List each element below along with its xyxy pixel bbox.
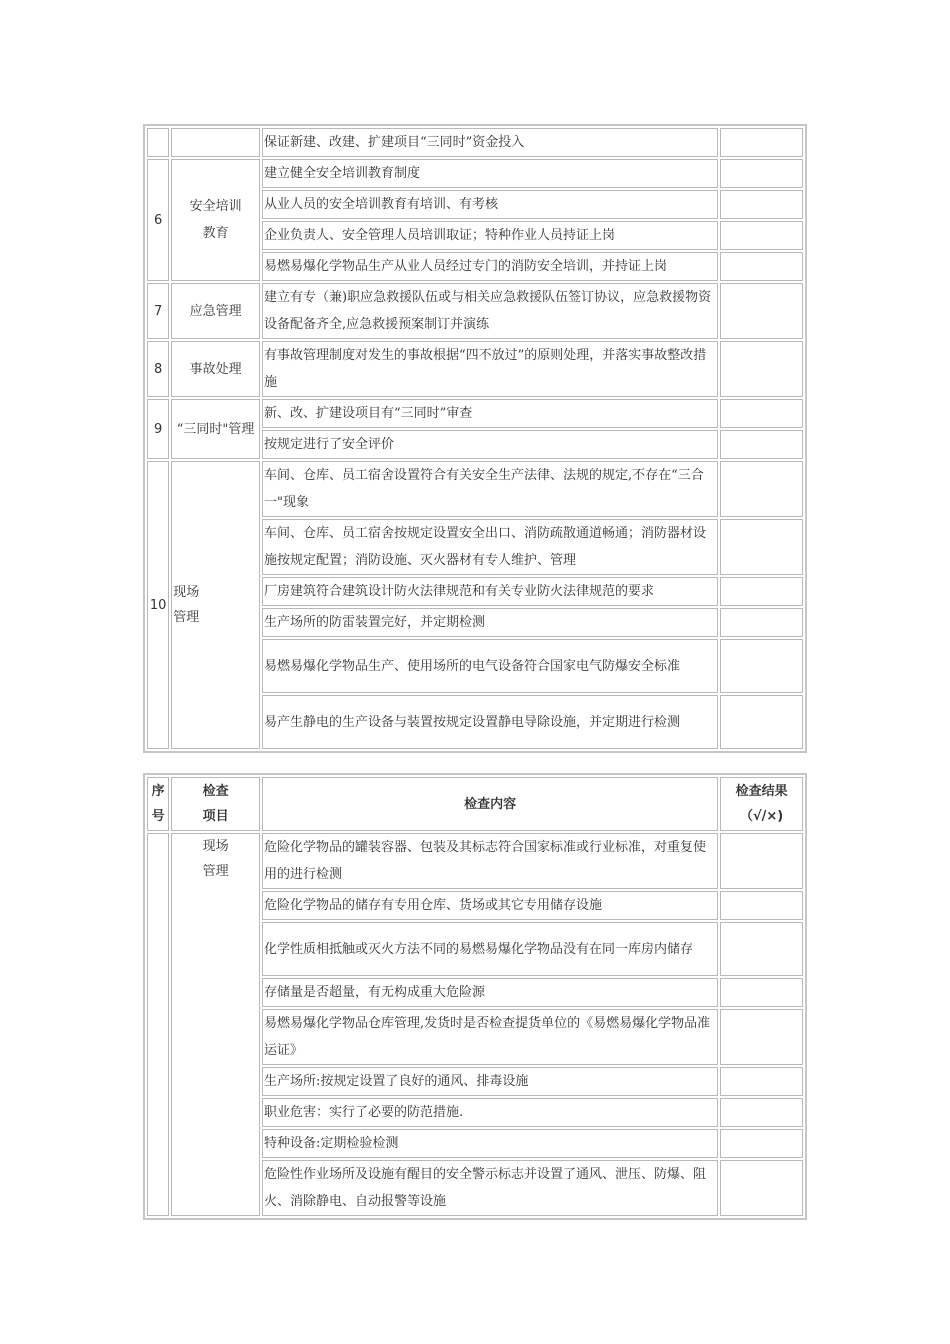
result-cell[interactable] bbox=[720, 221, 803, 250]
check-item-label: 现场管理 bbox=[173, 585, 200, 625]
result-cell[interactable] bbox=[720, 519, 803, 575]
check-item-label: 安全培训教育 bbox=[189, 199, 242, 241]
result-cell[interactable] bbox=[720, 978, 803, 1007]
check-content: 按规定进行了安全评价 bbox=[262, 430, 718, 459]
row-number: 10 bbox=[147, 461, 169, 749]
check-content: 危险化学物品的罐装容器、包装及其标志符合国家标准或行业标准，对重复使用的进行检测 bbox=[262, 833, 718, 889]
result-cell[interactable] bbox=[720, 190, 803, 219]
result-cell[interactable] bbox=[720, 1129, 803, 1158]
result-cell[interactable] bbox=[720, 461, 803, 517]
row-number: 9 bbox=[147, 399, 169, 459]
check-content: 存储量是否超量，有无构成重大危险源 bbox=[262, 978, 718, 1007]
check-item: 应急管理 bbox=[171, 283, 260, 339]
result-cell[interactable] bbox=[720, 922, 803, 976]
table-row bbox=[147, 128, 803, 157]
header-result bbox=[720, 777, 803, 831]
check-item: “三同时"管理 bbox=[171, 399, 260, 459]
check-item: 事故处理 bbox=[171, 341, 260, 397]
row-number: 6 bbox=[147, 159, 169, 281]
check-content: 车间、仓库、员工宿舍按规定设置安全出口、消防疏散通道畅通；消防器材设施按规定配置；消防设施、灭火器材有专人维护、管理 bbox=[262, 519, 718, 575]
check-content: 生产场所:按规定设置了良好的通风、排毒设施 bbox=[262, 1067, 718, 1096]
result-cell[interactable] bbox=[720, 341, 803, 397]
check-item bbox=[171, 461, 260, 749]
row-number bbox=[147, 128, 169, 157]
result-cell[interactable] bbox=[720, 577, 803, 606]
check-item-label: 现场管理 bbox=[202, 839, 229, 879]
result-cell[interactable] bbox=[720, 608, 803, 637]
check-content: 职业危害：实行了必要的防范措施. bbox=[262, 1098, 718, 1127]
result-cell[interactable] bbox=[720, 891, 803, 920]
check-item bbox=[171, 159, 260, 281]
table-row bbox=[147, 833, 803, 889]
row-number: 8 bbox=[147, 341, 169, 397]
check-item bbox=[171, 833, 260, 1216]
check-item bbox=[171, 128, 260, 157]
check-content: 企业负责人、安全管理人员培训取证；特种作业人员持证上岗 bbox=[262, 221, 718, 250]
check-content: 保证新建、改建、扩建项目“三同时”资金投入 bbox=[262, 128, 718, 157]
result-cell[interactable] bbox=[720, 639, 803, 693]
inspection-table-2 bbox=[143, 773, 807, 1220]
result-cell[interactable] bbox=[720, 252, 803, 281]
header-number-label: 序号 bbox=[151, 784, 165, 824]
check-content: 危险性作业场所及设施有醒目的安全警示标志并设置了通风、泄压、防爆、阻火、消除静电、自动报警等设施 bbox=[262, 1160, 718, 1216]
table-row bbox=[147, 283, 803, 339]
check-content: 建立有专（兼)职应急救援队伍或与相关应急救援队伍签订协议，应急救援物资设备配备齐全,应急救援预案制订并演练 bbox=[262, 283, 718, 339]
result-cell[interactable] bbox=[720, 1067, 803, 1096]
check-content: 从业人员的安全培训教育有培训、有考核 bbox=[262, 190, 718, 219]
result-cell[interactable] bbox=[720, 1009, 803, 1065]
result-cell[interactable] bbox=[720, 159, 803, 188]
result-cell[interactable] bbox=[720, 833, 803, 889]
check-content: 特种设备:定期检验检测 bbox=[262, 1129, 718, 1158]
table-row bbox=[147, 341, 803, 397]
check-content: 新、改、扩建设项目有“三同时”审查 bbox=[262, 399, 718, 428]
header-content: 检查内容 bbox=[262, 777, 718, 831]
check-content: 易燃易爆化学物品仓库管理,发货时是否检查提货单位的《易燃易爆化学物品准运证》 bbox=[262, 1009, 718, 1065]
table-row bbox=[147, 399, 803, 428]
result-cell[interactable] bbox=[720, 1098, 803, 1127]
check-content: 生产场所的防雷装置完好，并定期检测 bbox=[262, 608, 718, 637]
table-header-row bbox=[147, 777, 803, 831]
check-content: 有事故管理制度对发生的事故根据“四不放过”的原则处理，并落实事故整改措施 bbox=[262, 341, 718, 397]
header-result-label: 检查结果（√/×) bbox=[735, 784, 788, 824]
row-number: 7 bbox=[147, 283, 169, 339]
check-content: 厂房建筑符合建筑设计防火法律规范和有关专业防火法律规范的要求 bbox=[262, 577, 718, 606]
result-cell[interactable] bbox=[720, 695, 803, 749]
result-cell[interactable] bbox=[720, 430, 803, 459]
check-content: 危险化学物品的储存有专用仓库、货场或其它专用储存设施 bbox=[262, 891, 718, 920]
check-content: 易燃易爆化学物品生产、使用场所的电气设备符合国家电气防爆安全标准 bbox=[262, 639, 718, 693]
header-item-label: 检查项目 bbox=[202, 784, 229, 824]
table-row bbox=[147, 159, 803, 188]
check-content: 车间、仓库、员工宿舍设置符合有关安全生产法律、法规的规定,不存在“三合一"现象 bbox=[262, 461, 718, 517]
result-cell[interactable] bbox=[720, 1160, 803, 1216]
table-row bbox=[147, 461, 803, 517]
check-content: 化学性质相抵触或灭火方法不同的易燃易爆化学物品没有在同一库房内储存 bbox=[262, 922, 718, 976]
row-number bbox=[147, 833, 169, 1216]
header-item bbox=[171, 777, 260, 831]
header-number bbox=[147, 777, 169, 831]
check-content: 易燃易爆化学物品生产从业人员经过专门的消防安全培训，并持证上岗 bbox=[262, 252, 718, 281]
check-content: 建立健全安全培训教育制度 bbox=[262, 159, 718, 188]
inspection-table-1 bbox=[143, 124, 807, 753]
result-cell[interactable] bbox=[720, 283, 803, 339]
check-content: 易产生静电的生产设备与装置按规定设置静电导除设施，并定期进行检测 bbox=[262, 695, 718, 749]
result-cell[interactable] bbox=[720, 128, 803, 157]
result-cell[interactable] bbox=[720, 399, 803, 428]
